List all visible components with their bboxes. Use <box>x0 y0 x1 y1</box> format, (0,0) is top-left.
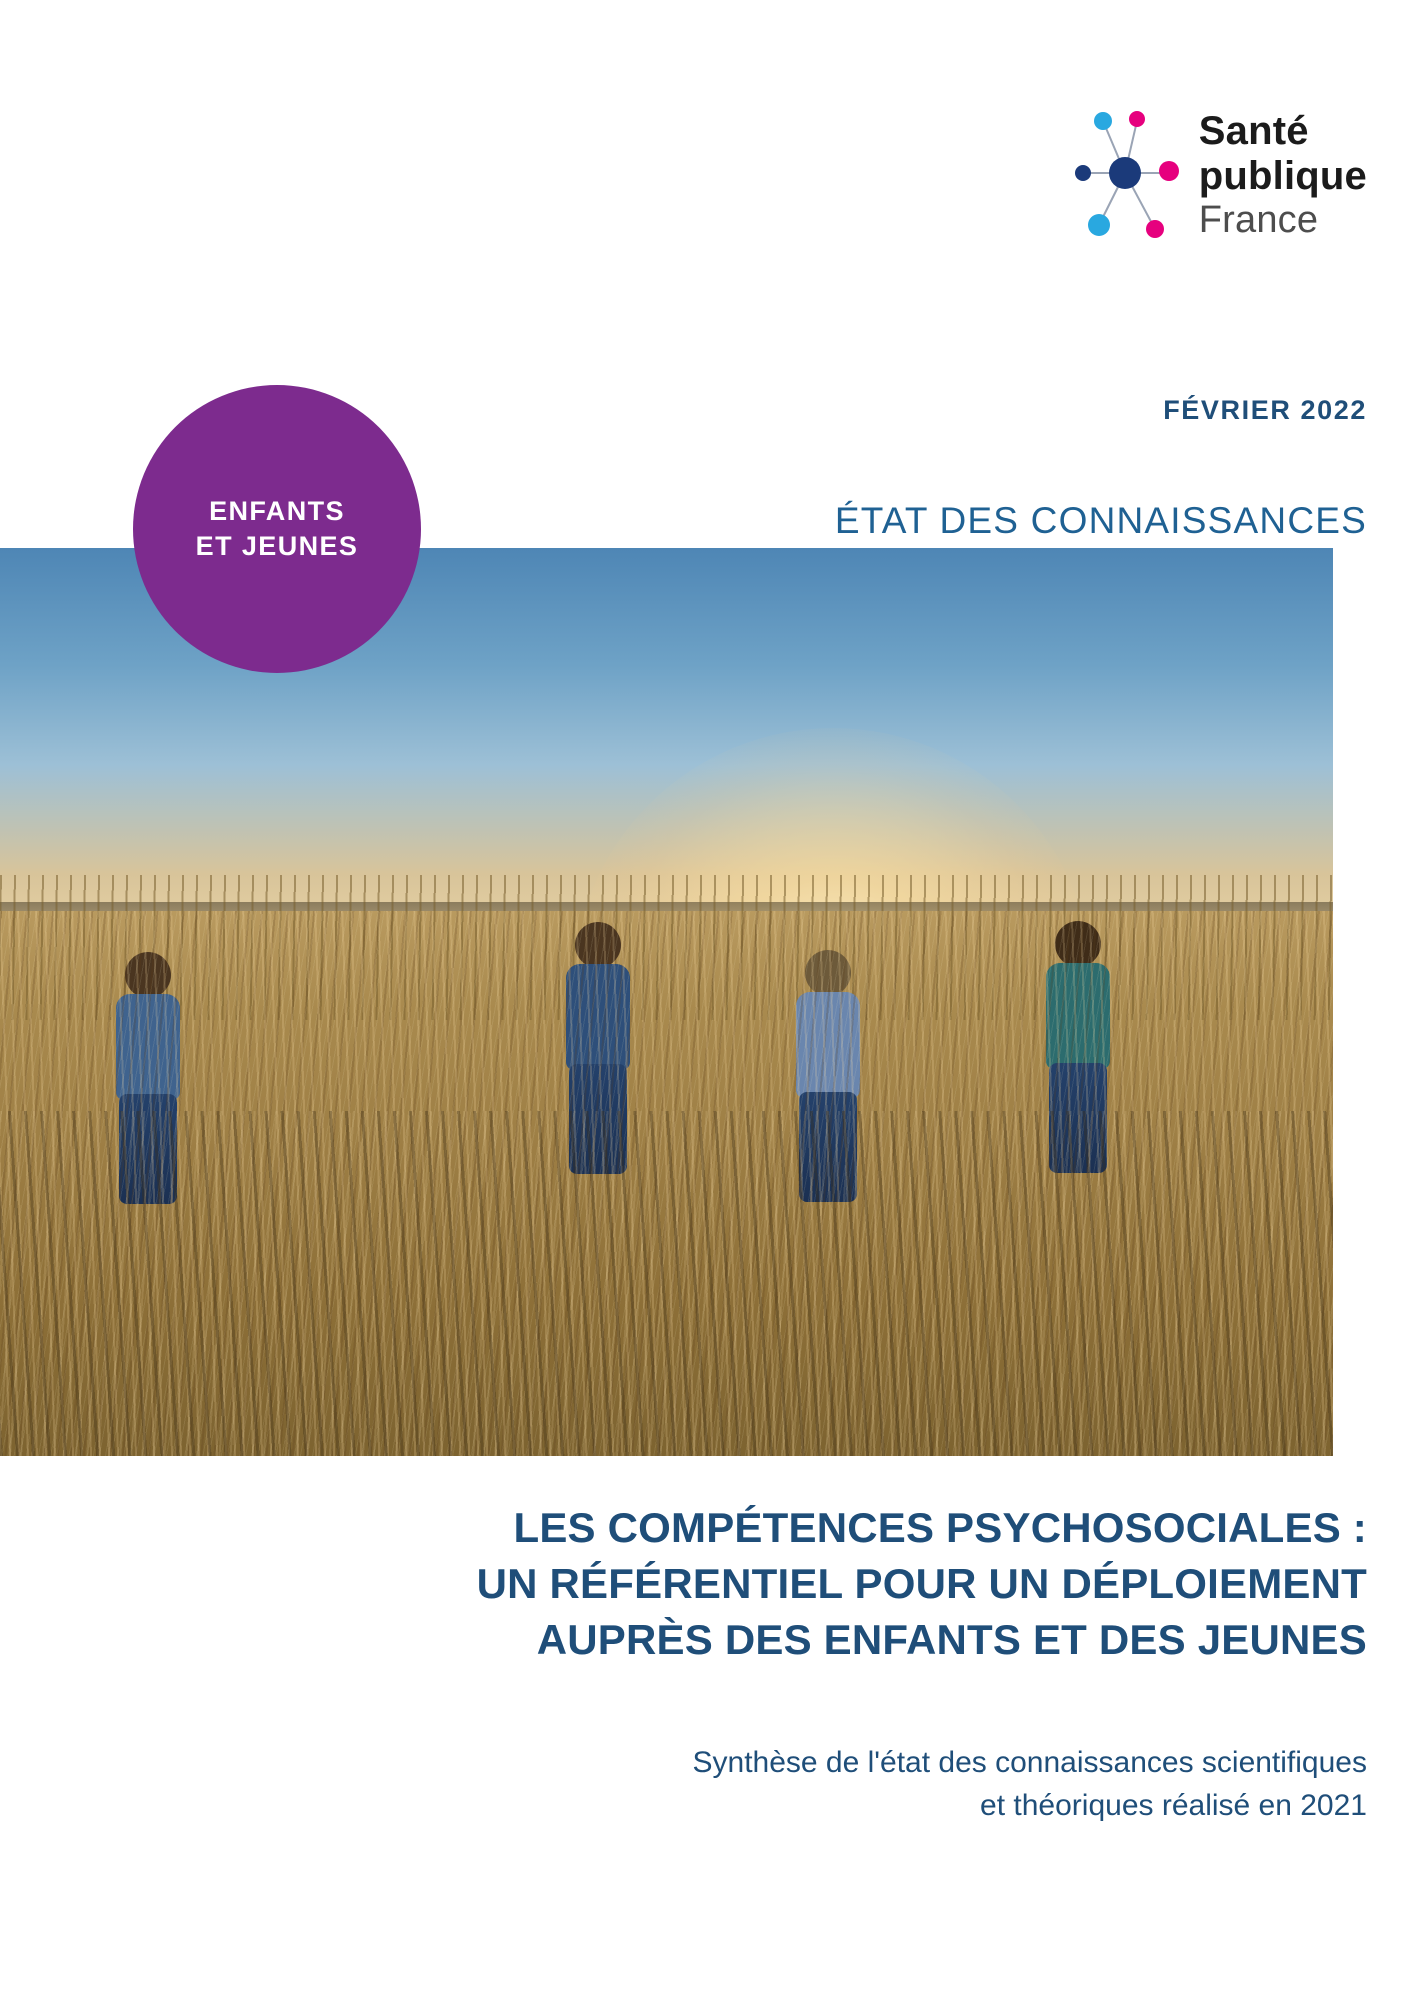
photo-foreground-grass <box>0 1111 1333 1456</box>
logo-line-1: Santé <box>1198 108 1309 153</box>
page-subtitle-line-1: Synthèse de l'état des connaissances scientifiques <box>692 1746 1367 1779</box>
audience-badge-line-2: ET JEUNES <box>195 531 359 561</box>
page-title <box>120 1500 1367 1668</box>
logo-line-3: France <box>1198 198 1319 241</box>
spf-dots-logo-icon <box>1069 95 1181 255</box>
cover-photo <box>0 548 1333 1456</box>
page-title-line-3: AUPRÈS DES ENFANTS ET DES JEUNES <box>536 1615 1367 1663</box>
page-title-line-1: LES COMPÉTENCES PSYCHOSOCIALES : <box>513 1504 1367 1551</box>
logo-wordmark <box>1199 109 1367 241</box>
audience-badge <box>133 385 421 673</box>
page-subtitle-line-2: et théoriques réalisé en 2021 <box>980 1788 1367 1822</box>
page-subtitle <box>120 1742 1367 1827</box>
audience-badge-line-1: ENFANTS <box>209 496 345 527</box>
logo-line-2: publique <box>1198 153 1367 198</box>
publication-date: FÉVRIER 2022 <box>1163 395 1367 425</box>
document-kind: ÉTAT DES CONNAISSANCES <box>834 500 1367 541</box>
page-title-line-2: UN RÉFÉRENTIEL POUR UN DÉPLOIEMENT <box>476 1559 1367 1607</box>
organization-logo <box>1069 95 1367 255</box>
